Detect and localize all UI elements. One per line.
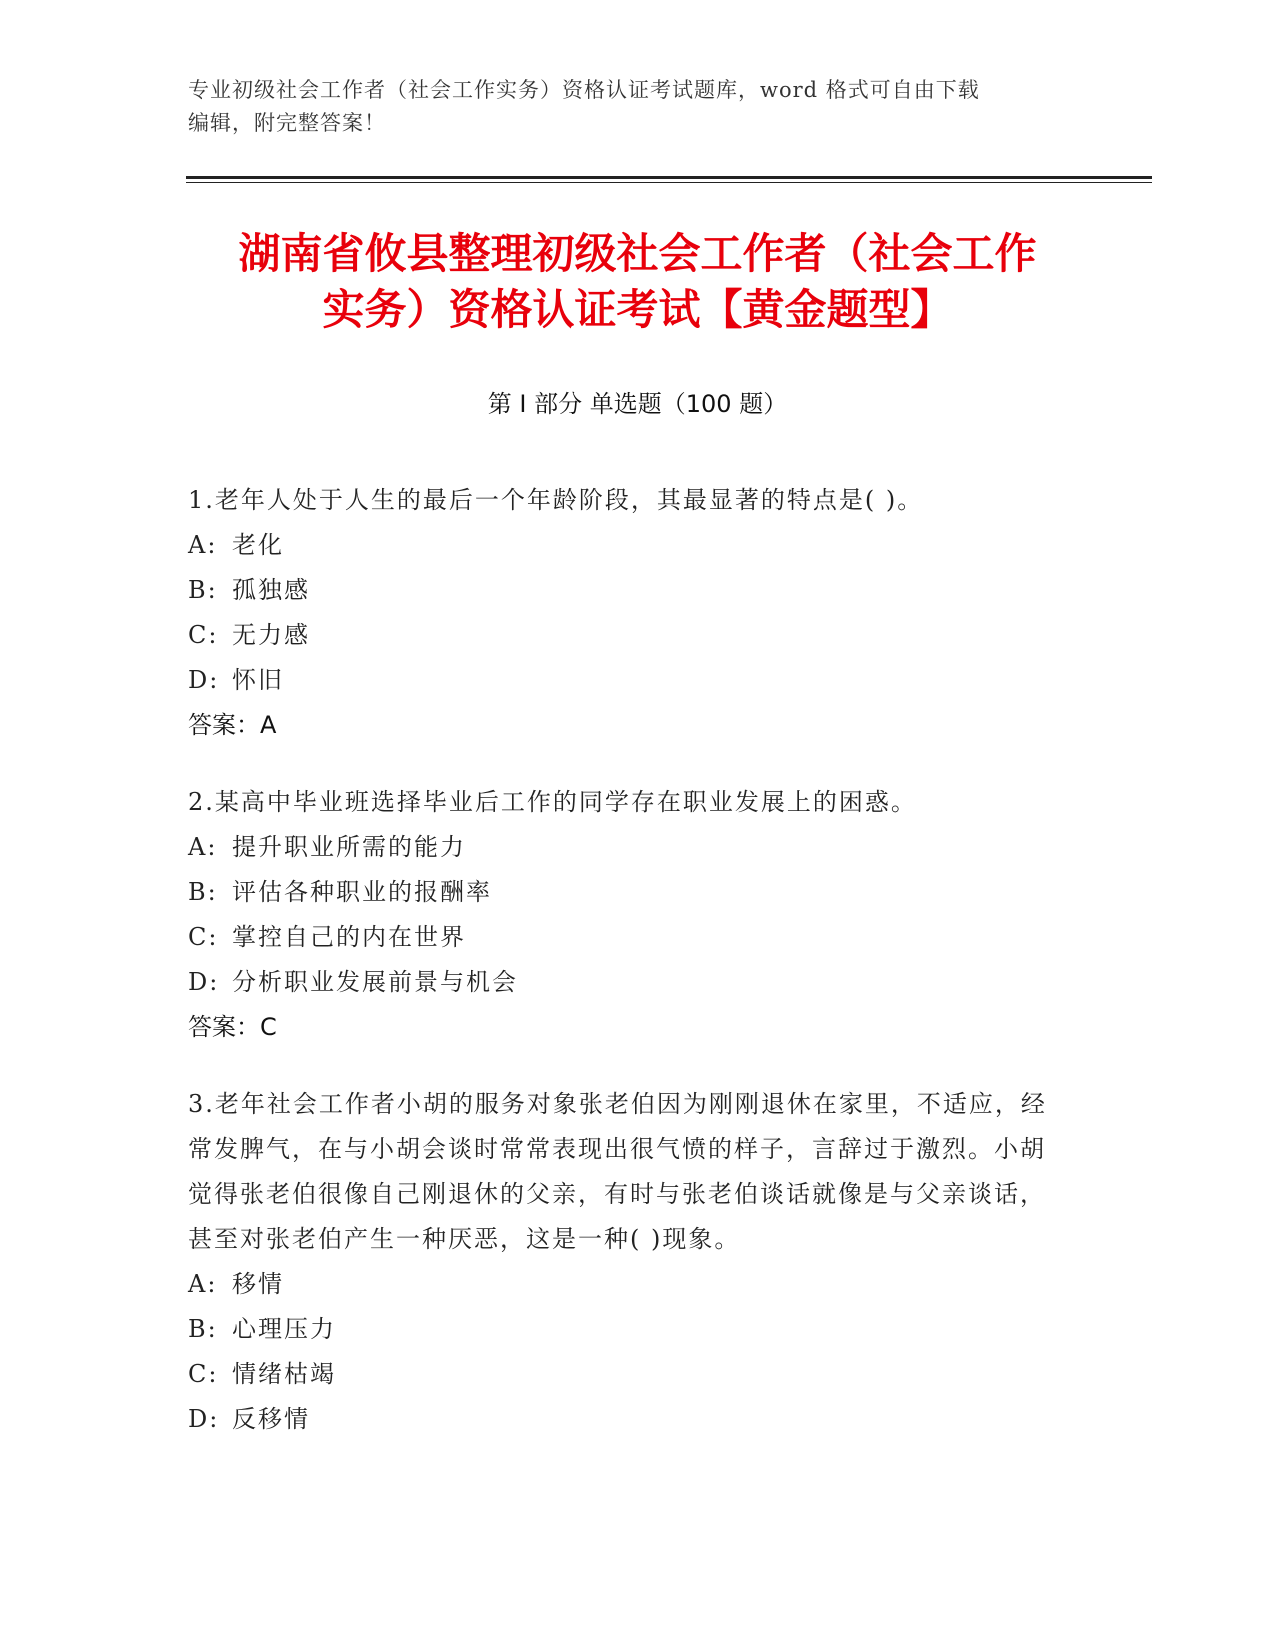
option-key: A: [188, 531, 218, 559]
option-key: B: [188, 1315, 218, 1343]
answer-value: C [260, 1013, 277, 1041]
option-c [188, 915, 1058, 960]
section-title: 第 I 部分 单选题（100 题） [487, 390, 788, 418]
option-text: 掌控自己的内在世界 [232, 923, 466, 951]
answer-label: 答案： [188, 1013, 260, 1041]
header-note-line-1: 专业初级社会工作者（社会工作实务）资格认证考试题库，word 格式可自由下载 [188, 78, 980, 102]
option-a [188, 825, 1058, 870]
option-key: D: [188, 1405, 220, 1433]
option-text: 老化 [232, 531, 284, 559]
option-text: 无力感 [232, 621, 310, 649]
question-3 [188, 1082, 1058, 1442]
document-title-line-1: 湖南省攸县整理初级社会工作者（社会工作 [238, 229, 1037, 278]
option-key: D: [188, 968, 220, 996]
option-a [188, 523, 1058, 568]
header-note-line-2: 编辑，附完整答案！ [188, 111, 386, 135]
question-stem: 3.老年社会工作者小胡的服务对象张老伯因为刚刚退休在家里，不适应，经常发脾气，在与小胡会谈时常常表现出很气愤的样子，言辞过于激烈。小胡觉得张老伯很像自己刚退休的父亲，有时与张老伯谈话就像是与父亲谈话，甚至对张老伯产生一种厌恶，这是一种( )现象。 [188, 1090, 1047, 1253]
answer-value: A [260, 711, 277, 739]
question-1 [188, 478, 1058, 748]
option-key: C: [188, 621, 219, 649]
answer [188, 1005, 1058, 1050]
option-text: 情绪枯竭 [232, 1360, 336, 1388]
question-list [188, 478, 1058, 1474]
option-a [188, 1262, 1058, 1307]
option-text: 提升职业所需的能力 [232, 833, 466, 861]
header-divider-thick [186, 176, 1152, 179]
option-text: 移情 [232, 1270, 284, 1298]
option-key: C: [188, 923, 219, 951]
option-key: C: [188, 1360, 219, 1388]
option-b [188, 568, 1058, 613]
option-key: A: [188, 1270, 218, 1298]
option-c [188, 1352, 1058, 1397]
option-b [188, 1307, 1058, 1352]
option-key: A: [188, 833, 218, 861]
option-b [188, 870, 1058, 915]
option-key: B: [188, 878, 218, 906]
option-key: D: [188, 666, 220, 694]
header-divider-thin [186, 182, 1152, 183]
option-d [188, 1397, 1058, 1442]
question-stem: 2.某高中毕业班选择毕业后工作的同学存在职业发展上的困惑。 [188, 788, 917, 816]
answer-label: 答案： [188, 711, 260, 739]
option-text: 孤独感 [232, 576, 310, 604]
option-d [188, 960, 1058, 1005]
header-note [188, 74, 1088, 140]
option-key: B: [188, 576, 218, 604]
option-text: 评估各种职业的报酬率 [232, 878, 492, 906]
option-d [188, 658, 1058, 703]
option-text: 心理压力 [232, 1315, 336, 1343]
option-text: 反移情 [232, 1405, 310, 1433]
option-text: 分析职业发展前景与机会 [232, 968, 518, 996]
document-title-line-2: 实务）资格认证考试【黄金题型】 [322, 285, 953, 334]
document-title [140, 226, 1135, 338]
question-2 [188, 780, 1058, 1050]
question-stem: 1.老年人处于人生的最后一个年龄阶段，其最显著的特点是( )。 [188, 486, 924, 514]
option-c [188, 613, 1058, 658]
option-text: 怀旧 [232, 666, 284, 694]
answer [188, 703, 1058, 748]
